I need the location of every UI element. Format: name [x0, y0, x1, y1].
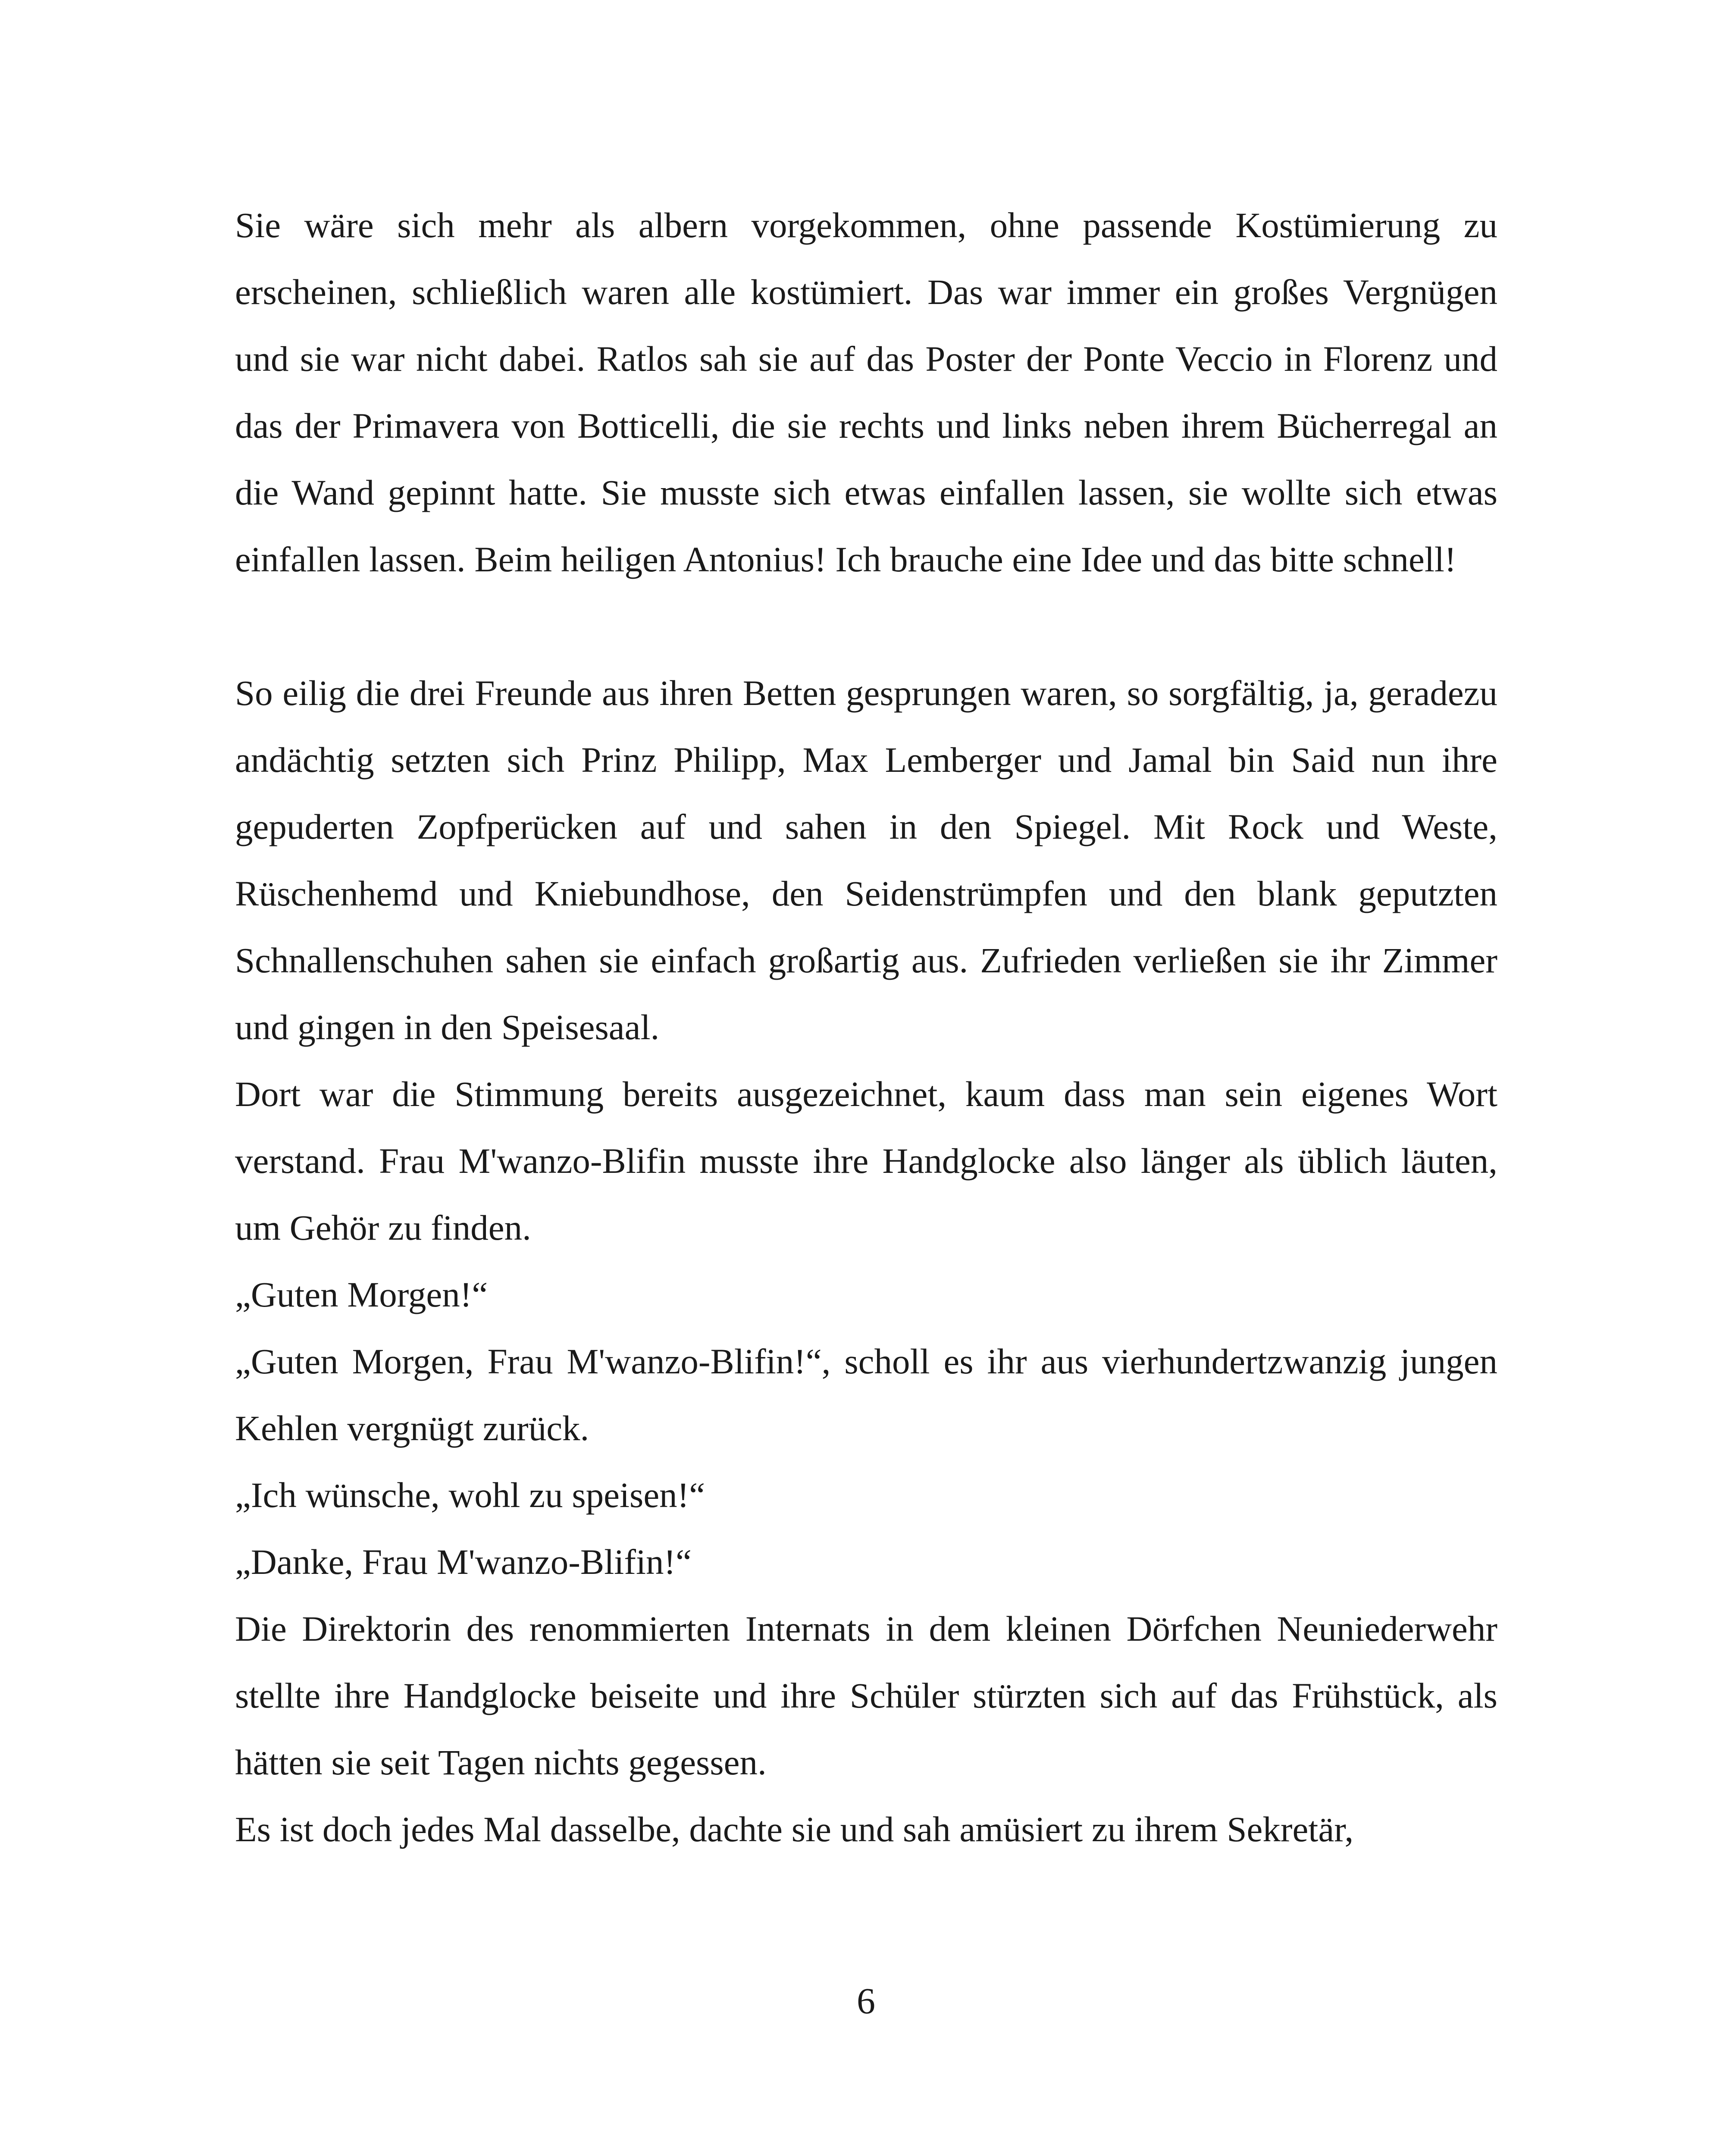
dialogue-thanks: „Danke, Frau M'wanzo-Blifin!“ — [235, 1542, 692, 1582]
dialogue-good-morning: „Guten Morgen!“ — [235, 1275, 488, 1314]
paragraph-director: Die Direktorin des renommierten Internats in dem kleinen Dörfchen Neuniederwehr stellte ihre Handglocke beiseite und ihre Schüler stürzten sich auf das Frühstück, als hätten sie seit Tagen nichts gegessen. — [235, 1609, 1497, 1782]
paragraph-dining-hall: Dort war die Stimmung bereits ausgezeichnet, kaum dass man sein eigenes Wort verstand. Frau M'wanzo-Blifin musste ihre Handglocke also länger als üblich läuten, um Gehör zu finden. — [235, 1074, 1497, 1247]
paragraph-costume: Sie wäre sich mehr als albern vorgekommen, ohne passende Kostümierung zu erscheinen, schließlich waren alle kostümiert. Das war immer ein großes Vergnügen und sie war nicht dabei. Ratlos sah sie auf das Poster der Ponte Veccio in Florenz und das der Primavera von Botticelli, die sie rechts und links neben ihrem Bücherregal an die Wand gepinnt hatte. Sie musste sich etwas einfallen lassen, sie wollte sich etwas einfallen lassen. Beim heiligen Antonius! Ich brauche eine Idee und das bitte schnell! — [235, 205, 1497, 579]
dialogue-enjoy-meal: „Ich wünsche, wohl zu speisen!“ — [235, 1475, 705, 1515]
paragraph-same-every-time: Es ist doch jedes Mal dasselbe, dachte sie und sah amüsiert zu ihrem Sekretär, — [235, 1809, 1354, 1849]
paragraph-three-friends: So eilig die drei Freunde aus ihren Betten gesprungen waren, so sorgfältig, ja, geradezu andächtig setzten sich Prinz Philipp, Max Lemberger und Jamal bin Said nun ihre gepuderten Zopfperücken auf und sahen in den Spiegel. Mit Rock und Weste, Rüschenhemd und Kniebundhose, den Seidenstrümpfen und den blank geputzten Schnallenschuhen sahen sie einfach großartig aus. Zufrieden verließen sie ihr Zimmer und gingen in den Speisesaal. — [235, 673, 1497, 1047]
page-text — [235, 192, 1497, 1863]
dialogue-reply-good-morning: „Guten Morgen, Frau M'wanzo-Blifin!“, scholl es ihr aus vierhundertzwanzig jungen Kehlen vergnügt zurück. — [235, 1341, 1497, 1448]
page-number: 6 — [857, 1980, 875, 2021]
